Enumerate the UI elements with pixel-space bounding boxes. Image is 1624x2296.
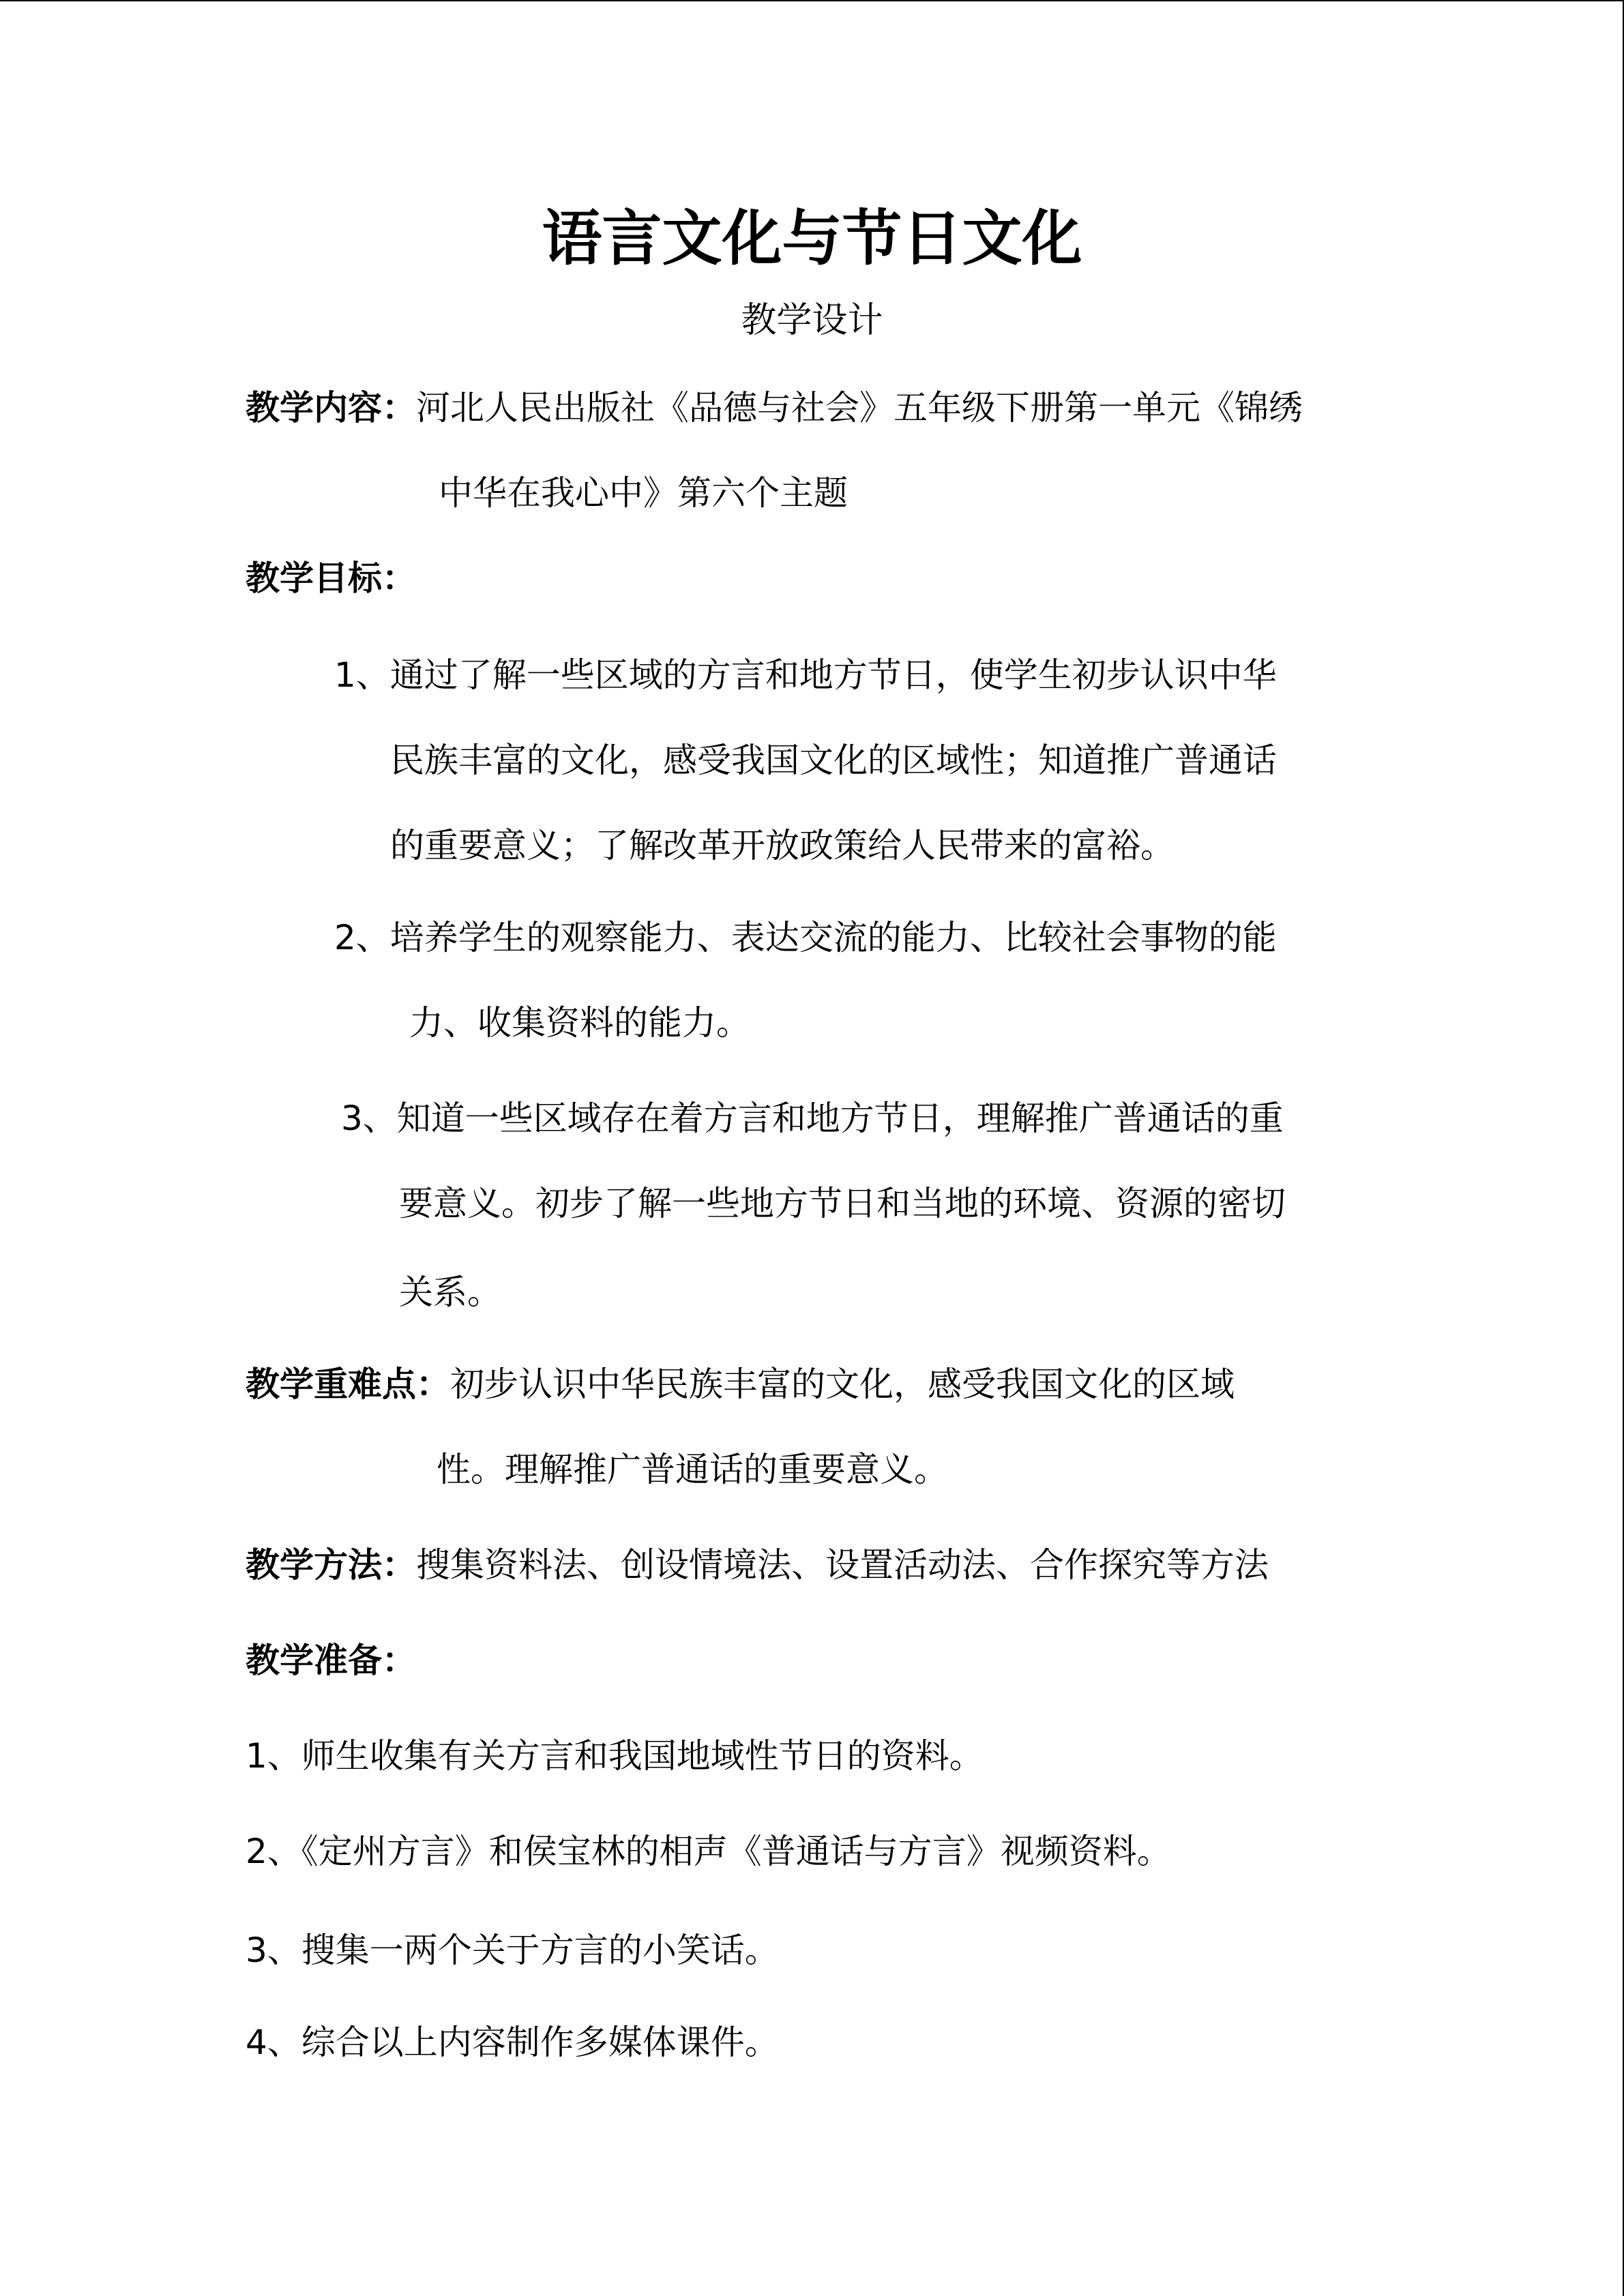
key-points-label: 教学重难点： <box>246 1365 450 1404</box>
methods-label: 教学方法： <box>246 1545 416 1585</box>
document-subtitle: 教学设计 <box>741 300 883 341</box>
objective-2-line-1: 2、培养学生的观察能力、表达交流的能力、比较社会事物的能 <box>334 918 1277 957</box>
methods-text: 搜集资料法、创设情境法、设置活动法、合作探究等方法 <box>416 1545 1269 1585</box>
content-line-1: 河北人民出版社《品德与社会》五年级下册第一单元《锦绣 <box>416 388 1303 428</box>
objectives-label: 教学目标： <box>246 558 416 598</box>
objective-3-line-3: 关系。 <box>399 1272 501 1312</box>
preparation-item-2: 2、《定州方言》和侯宝林的相声《普通话与方言》视频资料。 <box>246 1832 1171 1871</box>
objective-1-line-2: 民族丰富的文化，感受我国文化的区域性；知道推广普通话 <box>390 741 1277 780</box>
key-points-line-2: 性。理解推广普通话的重要意义。 <box>437 1450 948 1489</box>
key-points-line-1: 初步认识中华民族丰富的文化，感受我国文化的区域 <box>450 1365 1235 1404</box>
content-section <box>246 387 1303 428</box>
objective-3-line-2: 要意义。初步了解一些地方节日和当地的环境、资源的密切 <box>399 1184 1286 1223</box>
preparation-label: 教学准备： <box>246 1641 416 1680</box>
preparation-item-1: 1、师生收集有关方言和我国地域性节日的资料。 <box>246 1736 984 1776</box>
preparation-item-3: 3、搜集一两个关于方言的小笑话。 <box>246 1930 779 1970</box>
content-line-2: 中华在我心中》第六个主题 <box>439 473 848 513</box>
objective-3-line-1: 3、知道一些区域存在着方言和地方节日，理解推广普通话的重 <box>341 1099 1284 1138</box>
key-points-section <box>246 1364 1235 1405</box>
objective-1-line-1: 1、通过了解一些区域的方言和地方节日，使学生初步认识中华 <box>334 655 1277 695</box>
objective-1-line-3: 的重要意义；了解改革开放政策给人民带来的富裕。 <box>390 826 1175 865</box>
preparation-item-4: 4、综合以上内容制作多媒体课件。 <box>246 2023 779 2062</box>
content-label: 教学内容： <box>246 388 416 428</box>
methods-section <box>246 1545 1269 1585</box>
objective-2-line-2: 力、收集资料的能力。 <box>409 1003 750 1043</box>
document-title: 语言文化与节日文化 <box>542 203 1082 273</box>
